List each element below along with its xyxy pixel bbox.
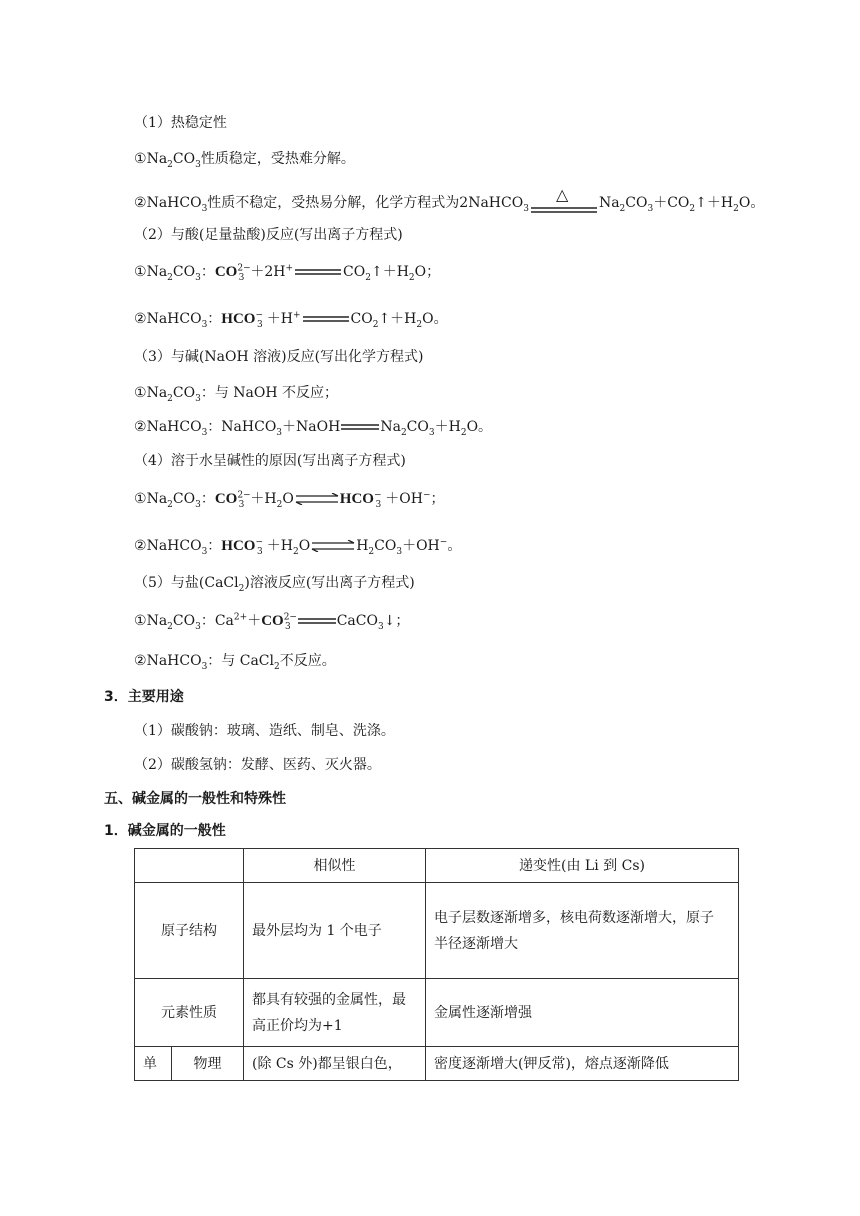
uses-item-2: （2）碳酸氢钠：发酵、医药、灭火器。 <box>134 757 381 773</box>
acid-heading: （2）与酸(足量盐酸)反应(写出离子方程式) <box>134 227 403 243</box>
table-row-label: 原子结构 <box>135 883 244 979</box>
table-cell: 都具有较强的金属性，最 高正价均为+1 <box>244 979 426 1047</box>
table-row <box>135 883 739 979</box>
alkali-metals-table <box>134 848 739 1081</box>
acid-nahco3-line: ②NaHCO$_3$：$HCO^-_3 +H^+$ $CO_2↑+H_2O$。 <box>134 310 448 330</box>
base-heading: （3）与碱(NaOH 溶液)反应(写出化学方程式) <box>134 349 424 365</box>
triangle-icon: △ <box>555 185 569 204</box>
table-row <box>135 1047 739 1081</box>
table-cell: 金属性逐渐增强 <box>426 979 739 1047</box>
table-row-sublabel: 物理 <box>172 1047 244 1081</box>
salt-na2co3-line: $①Na_2CO_3$：$Ca^{2+}+CO^{2-}_3$ CaCO$_3$↓； <box>134 612 410 632</box>
equilibrium-arrow-icon <box>310 540 356 552</box>
table-header-similar: 相似性 <box>244 849 426 883</box>
equals-sign <box>340 423 380 431</box>
uses-heading: 3．主要用途 <box>104 689 184 705</box>
salt-nahco3-line: ②NaHCO$_3$：与 CaCl$_2$不反应。 <box>134 653 336 672</box>
table-row-label: 元素性质 <box>135 979 244 1047</box>
table-cell: 电子层数逐渐增多，核电荷数逐渐增大，原子 半径逐渐增大 <box>426 883 739 979</box>
hydro-heading: （4）溶于水呈碱性的原因(写出离子方程式) <box>134 453 406 469</box>
heat-heading: （1）热稳定性 <box>134 115 227 131</box>
heat-equals-sign <box>529 185 599 218</box>
equals-sign <box>297 617 337 625</box>
heat-nahco3-line: ②NaHCO$_3$性质不稳定，受热易分解，化学方程式为2NaHCO$_3$ △ $Na_2CO_3+CO_2↑+H_2O$。 <box>134 188 764 218</box>
section5-subheading: 1．碱金属的一般性 <box>104 823 226 839</box>
table-cell: (除 Cs 外)都呈银白色， <box>244 1047 426 1081</box>
table-row-label: 单 <box>135 1047 172 1081</box>
equals-sign <box>293 268 343 276</box>
heat-na2co3-line: $①Na_2CO_3$性质稳定，受热难分解。 <box>134 151 355 170</box>
table-cell: 密度逐渐增大(钾反常)，熔点逐渐降低 <box>426 1047 739 1081</box>
section5-heading: 五、碱金属的一般性和特殊性 <box>104 791 286 807</box>
hydro-nahco3-line: ②NaHCO$_3$：$HCO^-_3 +H_2O$ $H_2CO_3+OH^-$。 <box>134 537 462 557</box>
base-nahco3-line: ②NaHCO$_3$：NaHCO$_3$＋NaOH $Na_2CO_3+H_2O$。 <box>134 419 493 438</box>
table-cell: 最外层均为 1 个电子 <box>244 883 426 979</box>
hydro-na2co3-line: $①Na_2CO_3$：$CO^{2-}_3 +H_2O$ $HCO^-_3 +OH^-$； <box>134 490 445 510</box>
equals-sign <box>301 315 351 323</box>
base-na2co3-line: $①Na_2CO_3$：与 NaOH 不反应； <box>134 385 339 404</box>
acid-na2co3-line: $①Na_2CO_3$：$CO^{2-}_3 +2H^+$ $CO_2↑+H_2O$； <box>134 263 441 283</box>
salt-heading: （5）与盐(CaCl$_2$)溶液反应(写出离子方程式) <box>134 575 415 594</box>
equilibrium-arrow-icon <box>294 493 340 505</box>
table-corner-cell <box>135 849 244 883</box>
table-header-trend: 递变性(由 Li 到 Cs) <box>426 849 739 883</box>
table-row <box>135 979 739 1047</box>
uses-item-1: （1）碳酸钠：玻璃、造纸、制皂、洗涤。 <box>134 723 395 739</box>
